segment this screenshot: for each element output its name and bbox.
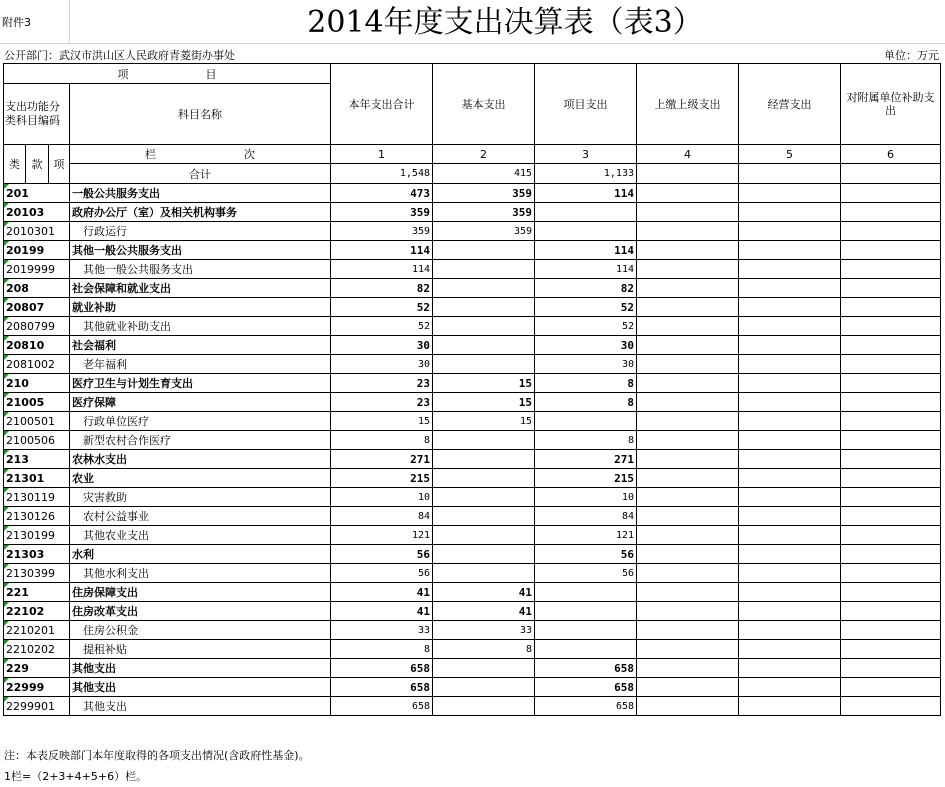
- header-col-3: 项目支出: [535, 64, 637, 145]
- row-value: [841, 374, 941, 393]
- row-value: 271: [535, 450, 637, 469]
- row-value: [433, 697, 535, 716]
- row-value: [841, 697, 941, 716]
- row-value: [841, 526, 941, 545]
- row-value: 114: [535, 260, 637, 279]
- row-value: [739, 317, 841, 336]
- table-row: [4, 184, 941, 203]
- row-value: 8: [535, 374, 637, 393]
- unit-label: 单位：万元: [884, 49, 939, 62]
- note-line-1: 注：本表反映部门本年度取得的各项支出情况(含政府性基金)。: [4, 749, 310, 762]
- row-value: 121: [331, 526, 433, 545]
- row-value: [637, 222, 739, 241]
- row-value: [841, 393, 941, 412]
- row-value: [739, 602, 841, 621]
- total-value: [739, 164, 841, 184]
- row-value: [841, 222, 941, 241]
- table-row: [4, 241, 941, 260]
- row-value: [739, 526, 841, 545]
- row-value: 359: [331, 222, 433, 241]
- row-code: 229: [4, 659, 70, 678]
- row-value: [739, 564, 841, 583]
- row-value: 658: [535, 678, 637, 697]
- row-value: [739, 412, 841, 431]
- table-row: [4, 507, 941, 526]
- row-code: 2130126: [4, 507, 70, 526]
- row-code: 20103: [4, 203, 70, 222]
- row-value: [433, 488, 535, 507]
- row-value: 8: [535, 431, 637, 450]
- row-value: [637, 336, 739, 355]
- row-value: 56: [535, 564, 637, 583]
- row-value: 23: [331, 393, 433, 412]
- row-value: [637, 393, 739, 412]
- row-value: [637, 298, 739, 317]
- row-code: 2210201: [4, 621, 70, 640]
- col-num-4: 4: [637, 145, 739, 164]
- total-value: [637, 164, 739, 184]
- table-row: [4, 374, 941, 393]
- row-code: 2210202: [4, 640, 70, 659]
- row-code: 22102: [4, 602, 70, 621]
- total-value: 415: [433, 164, 535, 184]
- row-value: [637, 469, 739, 488]
- table-row: [4, 545, 941, 564]
- row-value: [535, 621, 637, 640]
- row-subject-name: 住房保障支出: [70, 583, 331, 602]
- table-row: [4, 431, 941, 450]
- table-row: [4, 393, 941, 412]
- row-subject-name: 住房改革支出: [70, 602, 331, 621]
- row-value: 658: [331, 659, 433, 678]
- row-value: [637, 697, 739, 716]
- row-value: 658: [331, 697, 433, 716]
- row-code: 213: [4, 450, 70, 469]
- row-value: [433, 450, 535, 469]
- note-line-2: 1栏=（2+3+4+5+6）栏。: [4, 770, 148, 783]
- row-code: 20807: [4, 298, 70, 317]
- row-value: 359: [433, 184, 535, 203]
- row-value: [637, 450, 739, 469]
- row-value: 114: [535, 184, 637, 203]
- table-row: [4, 488, 941, 507]
- row-value: [841, 203, 941, 222]
- row-value: [433, 678, 535, 697]
- row-subject-name: 其他就业补助支出: [70, 317, 331, 336]
- row-value: [535, 203, 637, 222]
- header-item: 项 目: [4, 64, 331, 84]
- row-value: 52: [331, 317, 433, 336]
- row-code: 22999: [4, 678, 70, 697]
- row-value: [841, 184, 941, 203]
- row-subject-name: 政府办公厅（室）及相关机构事务: [70, 203, 331, 222]
- row-value: 52: [535, 317, 637, 336]
- row-value: 15: [433, 412, 535, 431]
- row-subject-name: 住房公积金: [70, 621, 331, 640]
- col-num-6: 6: [841, 145, 941, 164]
- header-col-5: 经营支出: [739, 64, 841, 145]
- row-value: [535, 222, 637, 241]
- row-value: 84: [535, 507, 637, 526]
- row-value: [739, 469, 841, 488]
- row-code: 2010301: [4, 222, 70, 241]
- row-value: 41: [433, 583, 535, 602]
- row-subject-name: 其他支出: [70, 697, 331, 716]
- row-value: [739, 203, 841, 222]
- row-code: 20810: [4, 336, 70, 355]
- row-value: 121: [535, 526, 637, 545]
- row-value: 52: [331, 298, 433, 317]
- row-value: [841, 431, 941, 450]
- row-value: [739, 659, 841, 678]
- row-value: [739, 336, 841, 355]
- row-value: [637, 279, 739, 298]
- row-value: [433, 545, 535, 564]
- row-value: 30: [331, 355, 433, 374]
- row-subject-name: 提租补贴: [70, 640, 331, 659]
- row-value: [637, 583, 739, 602]
- row-value: [433, 260, 535, 279]
- row-value: 658: [535, 697, 637, 716]
- row-subject-name: 老年福利: [70, 355, 331, 374]
- row-value: [739, 374, 841, 393]
- row-value: [637, 412, 739, 431]
- row-value: [841, 621, 941, 640]
- row-subject-name: 医疗卫生与计划生育支出: [70, 374, 331, 393]
- row-value: [637, 184, 739, 203]
- row-value: [433, 564, 535, 583]
- total-value: 1,548: [331, 164, 433, 184]
- row-value: [739, 678, 841, 697]
- table-row: [4, 564, 941, 583]
- row-code: 2019999: [4, 260, 70, 279]
- row-value: 30: [535, 336, 637, 355]
- row-subject-name: 行政单位医疗: [70, 412, 331, 431]
- row-value: [433, 317, 535, 336]
- row-value: 359: [433, 222, 535, 241]
- row-code: 2130199: [4, 526, 70, 545]
- row-value: [841, 355, 941, 374]
- table-row: [4, 355, 941, 374]
- row-subject-name: 其他一般公共服务支出: [70, 260, 331, 279]
- attachment-label: 附件3: [2, 16, 31, 29]
- row-value: [739, 507, 841, 526]
- row-subject-name: 医疗保障: [70, 393, 331, 412]
- row-subject-name: 社会保障和就业支出: [70, 279, 331, 298]
- row-value: 473: [331, 184, 433, 203]
- row-value: 658: [331, 678, 433, 697]
- row-value: [841, 412, 941, 431]
- row-value: [433, 241, 535, 260]
- row-value: [739, 697, 841, 716]
- table-row: [4, 697, 941, 716]
- row-subject-name: 就业补助: [70, 298, 331, 317]
- total-label: 合计: [70, 164, 331, 184]
- row-subject-name: 行政运行: [70, 222, 331, 241]
- row-value: [841, 602, 941, 621]
- row-value: 33: [433, 621, 535, 640]
- row-value: [841, 450, 941, 469]
- col-num-1: 1: [331, 145, 433, 164]
- row-value: 52: [535, 298, 637, 317]
- row-code: 210: [4, 374, 70, 393]
- row-code: 221: [4, 583, 70, 602]
- row-value: 10: [331, 488, 433, 507]
- row-value: [841, 507, 941, 526]
- row-value: [535, 640, 637, 659]
- row-value: [535, 412, 637, 431]
- row-subject-name: 其他支出: [70, 678, 331, 697]
- col-num-3: 3: [535, 145, 637, 164]
- row-code: 208: [4, 279, 70, 298]
- table-row: [4, 336, 941, 355]
- header-col-1: 本年支出合计: [331, 64, 433, 145]
- row-value: [637, 678, 739, 697]
- row-value: [841, 678, 941, 697]
- row-value: [637, 659, 739, 678]
- row-value: [637, 621, 739, 640]
- row-code: 2100501: [4, 412, 70, 431]
- row-value: [433, 659, 535, 678]
- table-row: [4, 469, 941, 488]
- col-num-5: 5: [739, 145, 841, 164]
- row-subject-name: 农林水支出: [70, 450, 331, 469]
- row-code: 21303: [4, 545, 70, 564]
- table-row: [4, 279, 941, 298]
- table-row: [4, 203, 941, 222]
- row-value: [637, 602, 739, 621]
- header-lanci: 栏 次: [70, 145, 331, 164]
- header-kuan: 款: [26, 145, 49, 184]
- row-code: 21301: [4, 469, 70, 488]
- row-code: 2100506: [4, 431, 70, 450]
- row-value: [841, 545, 941, 564]
- row-value: 15: [331, 412, 433, 431]
- page-title: 2014年度支出决算表（表3）: [307, 5, 703, 40]
- header-col-2: 基本支出: [433, 64, 535, 145]
- table-row: [4, 222, 941, 241]
- header-xiang: 项: [49, 145, 70, 184]
- row-value: [841, 336, 941, 355]
- row-value: [739, 393, 841, 412]
- row-value: 82: [535, 279, 637, 298]
- row-subject-name: 农村公益事业: [70, 507, 331, 526]
- row-value: 33: [331, 621, 433, 640]
- row-value: [433, 355, 535, 374]
- row-value: 215: [331, 469, 433, 488]
- row-value: 56: [535, 545, 637, 564]
- table-row: [4, 298, 941, 317]
- row-subject-name: 其他一般公共服务支出: [70, 241, 331, 260]
- row-value: 8: [331, 431, 433, 450]
- col-num-2: 2: [433, 145, 535, 164]
- row-value: [637, 241, 739, 260]
- row-value: [433, 469, 535, 488]
- row-value: [739, 298, 841, 317]
- row-value: [739, 279, 841, 298]
- row-value: [739, 355, 841, 374]
- department-label: 公开部门：武汉市洪山区人民政府青菱街办事处: [4, 49, 235, 62]
- row-subject-name: 一般公共服务支出: [70, 184, 331, 203]
- total-value: 1,133: [535, 164, 637, 184]
- row-value: [841, 298, 941, 317]
- row-value: [433, 526, 535, 545]
- row-value: 215: [535, 469, 637, 488]
- row-value: [841, 659, 941, 678]
- row-value: [739, 241, 841, 260]
- row-value: [841, 583, 941, 602]
- row-value: [433, 336, 535, 355]
- row-value: 56: [331, 564, 433, 583]
- table-row: [4, 317, 941, 336]
- row-value: 271: [331, 450, 433, 469]
- row-value: [637, 374, 739, 393]
- row-value: [739, 450, 841, 469]
- row-subject-name: 其他支出: [70, 659, 331, 678]
- row-value: [739, 488, 841, 507]
- row-value: 30: [331, 336, 433, 355]
- row-value: [841, 241, 941, 260]
- row-value: 8: [535, 393, 637, 412]
- row-value: 359: [331, 203, 433, 222]
- row-value: [433, 431, 535, 450]
- row-value: 84: [331, 507, 433, 526]
- row-code: 2081002: [4, 355, 70, 374]
- row-value: [739, 545, 841, 564]
- header-lei: 类: [4, 145, 26, 184]
- row-subject-name: 其他农业支出: [70, 526, 331, 545]
- row-value: 114: [331, 260, 433, 279]
- table-row: [4, 583, 941, 602]
- table-row: [4, 450, 941, 469]
- table-row: [4, 659, 941, 678]
- row-value: [637, 260, 739, 279]
- table-row: [4, 412, 941, 431]
- row-value: [433, 507, 535, 526]
- table-row: [4, 260, 941, 279]
- row-subject-name: 其他水利支出: [70, 564, 331, 583]
- table-row: [4, 640, 941, 659]
- row-value: 30: [535, 355, 637, 374]
- row-code: 21005: [4, 393, 70, 412]
- row-value: 114: [331, 241, 433, 260]
- table-row: [4, 526, 941, 545]
- table-row: [4, 678, 941, 697]
- row-value: 15: [433, 393, 535, 412]
- row-code: 2299901: [4, 697, 70, 716]
- row-value: [637, 317, 739, 336]
- table-row: [4, 621, 941, 640]
- row-value: [637, 526, 739, 545]
- row-value: [841, 317, 941, 336]
- row-value: 658: [535, 659, 637, 678]
- row-value: [637, 507, 739, 526]
- row-value: [841, 279, 941, 298]
- row-value: [841, 564, 941, 583]
- row-value: [841, 260, 941, 279]
- row-value: 41: [331, 602, 433, 621]
- row-value: [535, 602, 637, 621]
- row-subject-name: 新型农村合作医疗: [70, 431, 331, 450]
- row-value: [739, 640, 841, 659]
- row-value: 8: [433, 640, 535, 659]
- row-value: [739, 260, 841, 279]
- row-code: 2130119: [4, 488, 70, 507]
- row-value: [637, 564, 739, 583]
- table-row: [4, 602, 941, 621]
- row-value: [841, 640, 941, 659]
- row-value: 23: [331, 374, 433, 393]
- row-value: [841, 488, 941, 507]
- row-value: 56: [331, 545, 433, 564]
- row-code: 2080799: [4, 317, 70, 336]
- header-col-6: 对附属单位补助支出: [841, 64, 941, 145]
- row-value: 41: [433, 602, 535, 621]
- header-col-4: 上缴上级支出: [637, 64, 739, 145]
- row-code: 2130399: [4, 564, 70, 583]
- row-subject-name: 水利: [70, 545, 331, 564]
- row-value: 359: [433, 203, 535, 222]
- row-value: [739, 222, 841, 241]
- row-value: [535, 583, 637, 602]
- row-value: [637, 355, 739, 374]
- row-value: [739, 431, 841, 450]
- row-value: 8: [331, 640, 433, 659]
- row-code: 201: [4, 184, 70, 203]
- row-value: [739, 184, 841, 203]
- expenditure-table: [3, 63, 941, 716]
- header-func-code: 支出功能分类科目编码: [4, 84, 70, 145]
- row-value: [433, 298, 535, 317]
- row-value: 15: [433, 374, 535, 393]
- row-value: 114: [535, 241, 637, 260]
- row-value: [637, 545, 739, 564]
- row-value: [637, 640, 739, 659]
- row-value: 41: [331, 583, 433, 602]
- row-value: [841, 469, 941, 488]
- row-subject-name: 社会福利: [70, 336, 331, 355]
- row-value: [433, 279, 535, 298]
- row-value: [739, 583, 841, 602]
- row-value: 10: [535, 488, 637, 507]
- row-value: 82: [331, 279, 433, 298]
- total-value: [841, 164, 941, 184]
- row-value: [637, 431, 739, 450]
- row-code: 20199: [4, 241, 70, 260]
- row-subject-name: 农业: [70, 469, 331, 488]
- header-subject-name: 科目名称: [70, 84, 331, 145]
- row-value: [637, 203, 739, 222]
- row-value: [739, 621, 841, 640]
- row-value: [637, 488, 739, 507]
- row-subject-name: 灾害救助: [70, 488, 331, 507]
